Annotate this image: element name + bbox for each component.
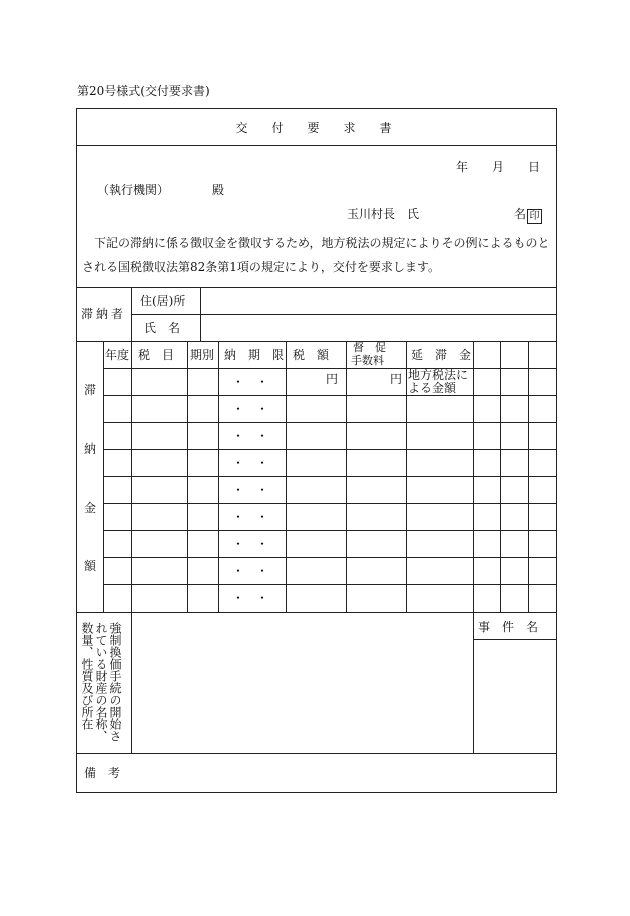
header-fee-bottom: 手数料	[351, 354, 384, 367]
side-char-1: 滞	[84, 383, 97, 397]
side-char-3: 金	[84, 501, 97, 515]
header-tax-amount: 税 額	[293, 348, 330, 362]
addressee-org: （執行機関）	[97, 183, 170, 197]
due-date-dots: ・ ・	[232, 375, 269, 389]
fee-yen: 円	[390, 372, 403, 386]
seal-mark: 印	[527, 209, 542, 224]
date-day: 日	[528, 160, 541, 174]
date-month: 月	[492, 160, 505, 174]
header-period: 期別	[190, 348, 215, 362]
body-line-2: される国税徴収法第82条第1項の規定により，交付を要求します。	[82, 260, 440, 274]
side-char-2: 納	[84, 442, 97, 456]
addressee-honorific: 殿	[212, 183, 225, 197]
due-date-dots: ・ ・	[232, 537, 269, 551]
form-number: 第20号様式(交付要求書)	[77, 84, 210, 98]
form-frame	[76, 108, 557, 793]
remarks-label: 備 考	[84, 766, 121, 780]
sender-title: 玉川村長 氏	[347, 207, 420, 221]
delinquent-label: 滞納者	[81, 307, 127, 321]
header-year: 年度	[105, 348, 130, 362]
date-year: 年	[456, 160, 469, 174]
sender-name-suffix: 名 印	[514, 207, 542, 224]
late-fee-note: 地方税法による金額	[408, 368, 469, 395]
case-name-label: 事 件 名	[478, 620, 539, 634]
due-date-dots: ・ ・	[232, 429, 269, 443]
due-date-dots: ・ ・	[232, 483, 269, 497]
due-date-dots: ・ ・	[232, 591, 269, 605]
side-char-4: 額	[84, 559, 97, 573]
header-tax-item: 税 目	[138, 348, 175, 362]
address-label: 住(居)所	[140, 294, 186, 308]
header-due-date: 納 期 限	[224, 348, 285, 362]
property-label: 強制換価手続の開始されている財産の名称、数量、性質及び所在	[80, 622, 122, 742]
header-late-fee: 延 滞 金	[411, 348, 472, 362]
header-fee-top: 督 促	[353, 341, 386, 354]
due-date-dots: ・ ・	[232, 402, 269, 416]
document-title: 交 付 要 求 書	[235, 121, 398, 135]
due-date-dots: ・ ・	[232, 564, 269, 578]
body-line-1: 下記の滞納に係る徴収金を徴収するため，地方税法の規定によりその例によるものと	[94, 236, 550, 250]
due-date-dots: ・ ・	[232, 456, 269, 470]
name-label: 氏 名	[144, 321, 181, 335]
tax-amount-yen: 円	[326, 372, 339, 386]
due-date-dots: ・ ・	[232, 510, 269, 524]
